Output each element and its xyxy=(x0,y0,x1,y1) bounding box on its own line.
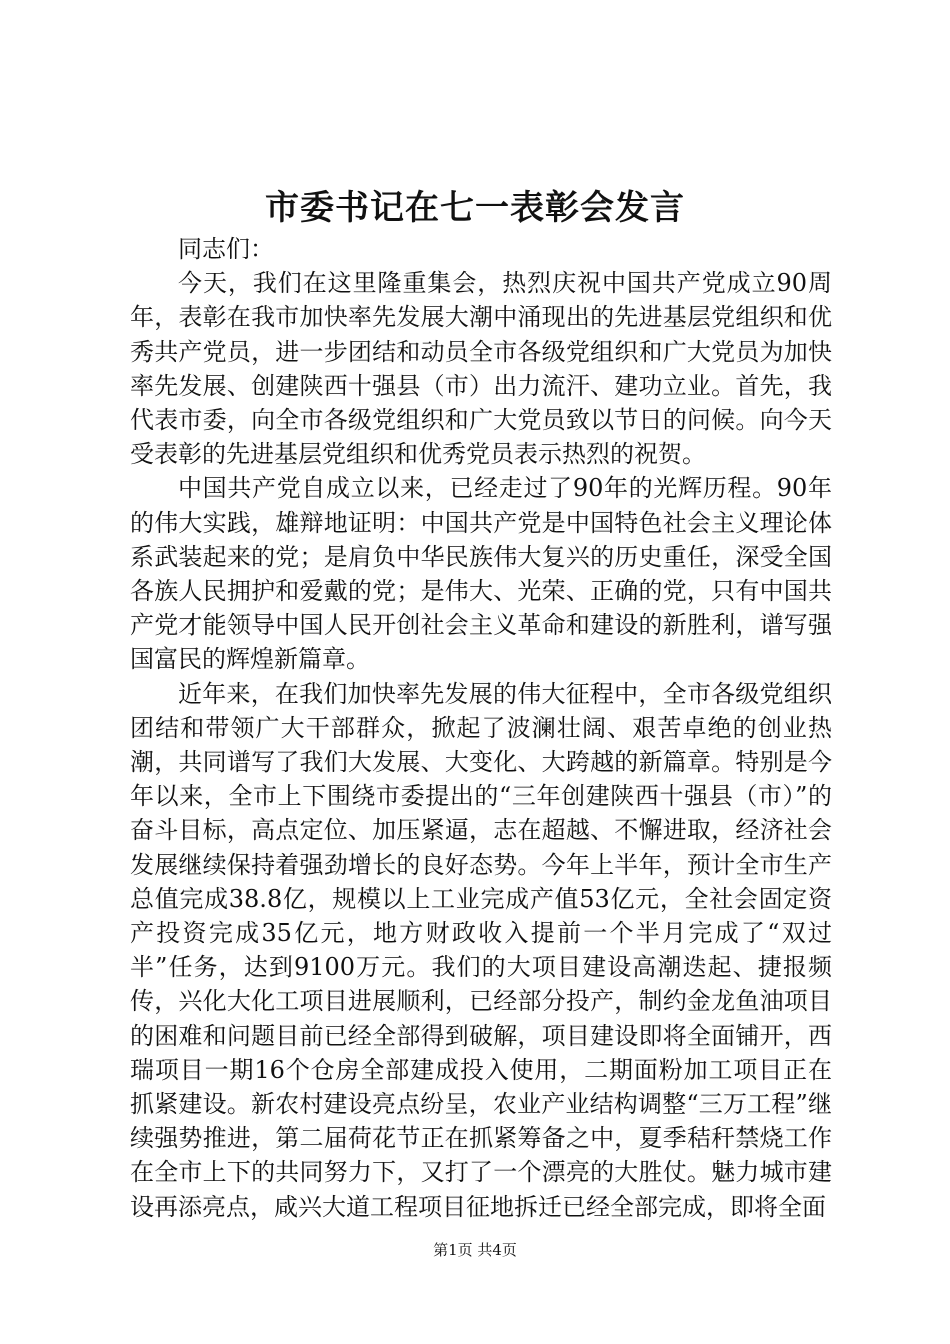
document-body xyxy=(130,232,832,1224)
document-title: 市委书记在七一表彰会发言 xyxy=(265,188,685,228)
salutation: 同志们： xyxy=(178,235,274,263)
paragraph: 近年来，在我们加快率先发展的伟大征程中，全市各级党组织团结和带领广大干部群众，掀起了波澜壮阔、艰苦卓绝的创业热潮，共同谱写了我们大发展、大变化、大跨越的新篇章。特别是今年以来，全市上下围绕市委提出的“三年创建陕西十强县（市）”的奋斗目标，高点定位、加压紧逼，志在超越、不懈进取，经济社会发展继续保持着强劲增长的良好态势。今年上半年，预计全市生产总值完成38.8亿，规模以上工业完成产值53亿元，全社会固定资产投资完成35亿元，地方财政收入提前一个半月完成了“双过半”任务，达到9100万元。我们的大项目建设高潮迭起、捷报频传，兴化大化工项目进展顺利，已经部分投产，制约金龙鱼油项目的困难和问题目前已经全部得到破解，项目建设即将全面铺开，西瑞项目一期16个仓房全部建成投入使用，二期面粉加工项目正在抓紧建设。新农村建设亮点纷呈，农业产业结构调整“三万工程”继续强势推进，第二届荷花节正在抓紧筹备之中，夏季秸秆禁烧工作在全市上下的共同努力下，又打了一个漂亮的大胜仗。魅力城市建设再添亮点，咸兴大道工程项目征地拆迁已经全部完成，即将全面 xyxy=(130,679,832,1221)
page-footer: 第1页 共4页 xyxy=(433,1241,517,1259)
paragraph: 中国共产党自成立以来，已经走过了90年的光辉历程。90年的伟大实践，雄辩地证明：中国共产党是中国特色社会主义理论体系武装起来的党；是肩负中华民族伟大复兴的历史重任，深受全国各族人民拥护和爱戴的党；是伟大、光荣、正确的党，只有中国共产党才能领导中国人民开创社会主义革命和建设的新胜利，谱写强国富民的辉煌新篇章。 xyxy=(130,474,832,674)
paragraph: 今天，我们在这里隆重集会，热烈庆祝中国共产党成立90周年，表彰在我市加快率先发展大潮中涌现出的先进基层党组织和优秀共产党员，进一步团结和动员全市各级党组织和广大党员为加快率先发展、创建陕西十强县（市）出力流汗、建功立业。首先，我代表市委，向全市各级党组织和广大党员致以节日的问候。向今天受表彰的先进基层党组织和优秀党员表示热烈的祝贺。 xyxy=(130,269,832,469)
